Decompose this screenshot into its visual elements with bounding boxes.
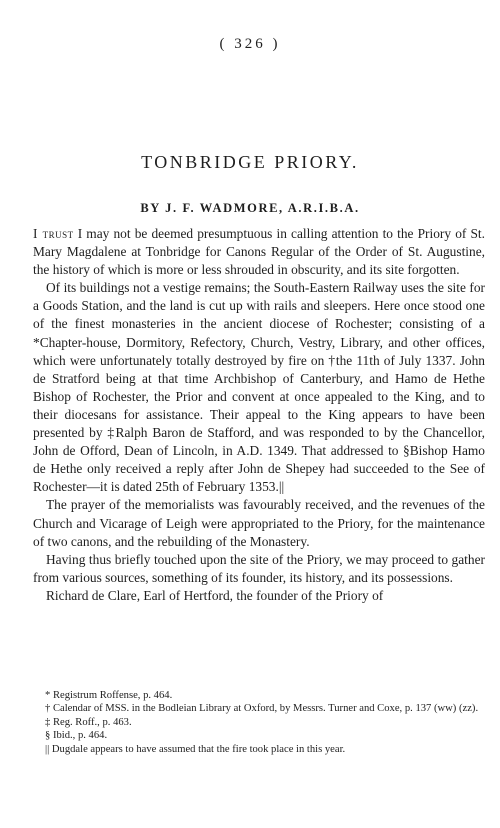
paragraph-4: Having thus briefly touched upon the site of the Priory, we may proceed to gather from various sources, something of its founder, its history, and its possessions. (33, 551, 485, 585)
paragraph-2: Of its buildings not a vestige remains; the South-Eastern Railway uses the site for a Goods Station, and the land is cut up with rails and sleepers. Here once stood one of the finest monasteries in the ancient diocese of Rochester; consisting of a *Chapter-house, Dormitory, Refectory, Church, Vestry, Library, and other offices, which were unfortunately totally destroyed by fire on †the 11th of July 1337. John de Stratford being at that time Archbishop of Canterbury, and Hamo de Hethe Bishop of Rochester, the Prior and convent at once appealed to the King, and to their diocesans for assistance. Their appeal to the King appears to have been presented by ‡Ralph Baron de Stafford, and was responded to by the Chancellor, John de Offord, Dean of Lincoln, in A.D. 1349. That addressed to §Bishop Hamo de Hethe only received a reply after John de Shepey had succeeded to the See of Rochester—it is dated 25th of February 1353.|| (33, 280, 485, 495)
paragraph-5: Richard de Clare, Earl of Hertford, the founder of the Priory of (46, 587, 384, 603)
footnote-5: || Dugdale appears to have assumed that the fire took place in this year. (45, 743, 346, 755)
paragraph-1 (33, 225, 485, 279)
footnote-4: § Ibid., p. 464. (45, 730, 108, 742)
article-body (33, 225, 485, 605)
article-title: TONBRIDGE PRIORY. (141, 152, 359, 172)
paragraph-1-text: I may not be deemed presumptuous in calling attention to the Priory of St. Mary Magdalene at Tonbridge for Canons Regular of the Order of St. Augustine, the history of which is more or less shrouded in obscurity, and its site forgotten. (33, 226, 486, 278)
author-byline: BY J. F. WADMORE, A.R.I.B.A. (140, 201, 360, 215)
footnote-2: † Calendar of MSS. in the Bodleian Library at Oxford, by Messrs. Turner and Coxe, p. 137 (ww) (zz). (45, 703, 479, 715)
drop-small-caps: I trust (33, 226, 74, 241)
footnotes (33, 689, 485, 756)
page-number: ( 326 ) (219, 36, 281, 52)
footnote-3: ‡ Reg. Roff., p. 463. (45, 716, 132, 728)
footnote-1: * Registrum Roffense, p. 464. (45, 690, 173, 701)
paragraph-3: The prayer of the memorialists was favourably received, and the revenues of the Church and Vicarage of Leigh were appropriated to the Priory, for the maintenance of two canons, and the rebuilding of the Monastery. (33, 497, 485, 549)
